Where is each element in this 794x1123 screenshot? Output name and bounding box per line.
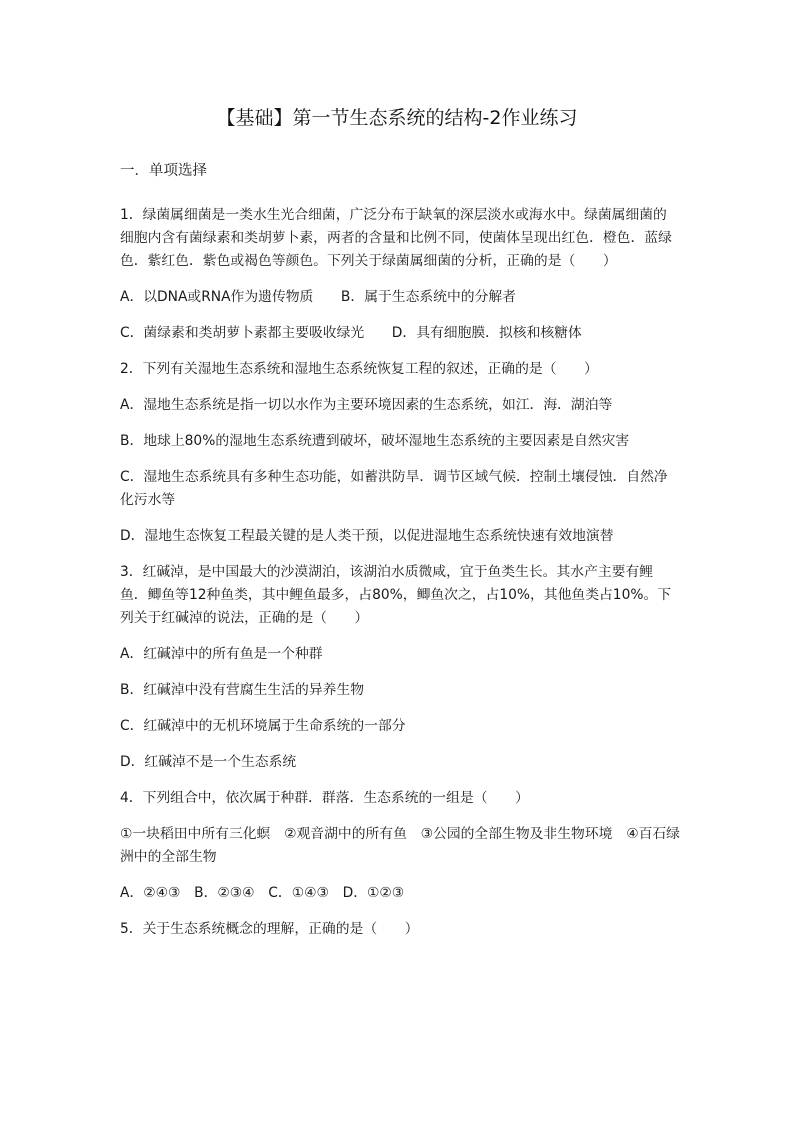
question-4-stem: 4．下列组合中，依次属于种群．群落．生态系统的一组是（ ） <box>120 790 529 806</box>
question-4-options: A．②④③ B．②③④ C．①④③ D．①②③ <box>120 885 405 901</box>
question-2-option-d: D．湿地生态恢复工程最关键的是人类干预，以促进湿地生态系统快速有效地演替 <box>120 528 614 544</box>
section-heading: 一．单项选择 <box>120 163 207 179</box>
question-5-stem: 5．关于生态系统概念的理解，正确的是（ ） <box>120 921 419 937</box>
question-1-options-row-1: A．以DNA或RNA作为遗传物质 B．属于生态系统中的分解者 <box>120 289 516 305</box>
question-3-option-b: B．红碱淖中没有营腐生生活的异养生物 <box>120 682 365 698</box>
question-2-option-b: B．地球上80%的湿地生态系统遭到破坏，破坏湿地生态系统的主要因素是自然灾害 <box>120 433 630 449</box>
question-3-stem: 3．红碱淖，是中国最大的沙漠湖泊，该湖泊水质微咸，宜于鱼类生长。其水产主要有鲤鱼．鲫鱼等12种鱼类，其中鲤鱼最多，占80%，鲫鱼次之，占10%，其他鱼类占10%。下列关于红碱淖的说法，正确的是（ ） <box>120 564 672 626</box>
question-2-stem: 2．下列有关湿地生态系统和湿地生态系统恢复工程的叙述，正确的是（ ） <box>120 361 598 377</box>
question-2-option-c: C．湿地生态系统具有多种生态功能，如蓄洪防旱．调节区域气候．控制土壤侵蚀．自然净化污水等 <box>120 469 668 508</box>
question-3-option-c: C．红碱淖中的无机环境属于生命系统的一部分 <box>120 718 406 734</box>
question-3-option-a: A．红碱淖中的所有鱼是一个种群 <box>120 646 323 662</box>
question-4-items: ①一块稻田中所有三化螟 ②观音湖中的所有鱼 ③公园的全部生物及非生物环境 ④百石绿洲中的全部生物 <box>120 826 680 865</box>
question-list <box>120 204 680 954</box>
question-2-option-a: A．湿地生态系统是指一切以水作为主要环境因素的生态系统，如江．海．湖泊等 <box>120 397 613 413</box>
page-title: 【基础】第一节生态系统的结构-2作业练习 <box>216 107 578 129</box>
question-1-stem: 1．绿菌属细菌是一类水生光合细菌，广泛分布于缺氧的深层淡水或海水中。绿菌属细菌的细胞内含有菌绿素和类胡萝卜素，两者的含量和比例不同，使菌体呈现出红色．橙色．蓝绿色．紫红色．紫色或褐色等颜色。下列关于绿菌属细菌的分析，正确的是（ ） <box>120 207 672 269</box>
question-3-option-d: D．红碱淖不是一个生态系统 <box>120 754 297 770</box>
question-1-options-row-2: C．菌绿素和类胡萝卜素都主要吸收绿光 D．具有细胞膜．拟核和核糖体 <box>120 325 582 341</box>
